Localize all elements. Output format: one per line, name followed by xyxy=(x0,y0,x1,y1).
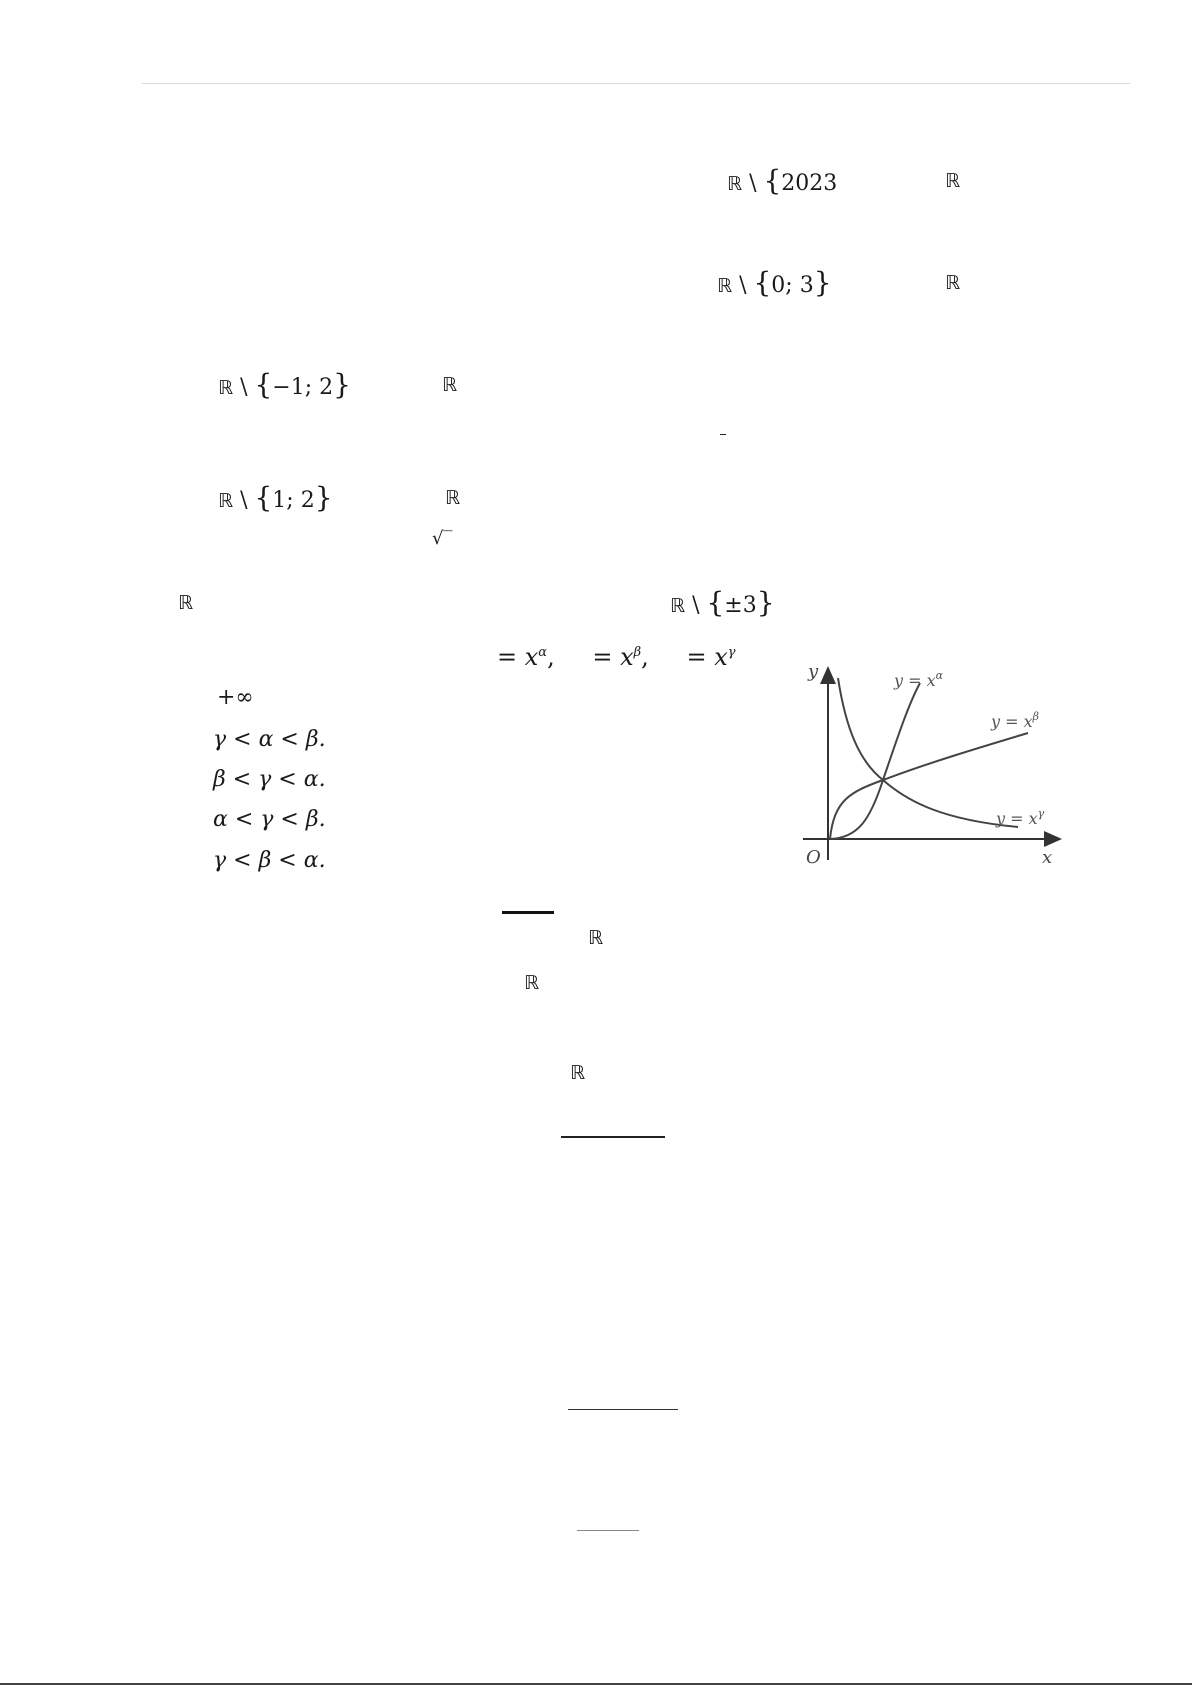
answer-blank-3 xyxy=(568,1409,678,1410)
open-brace: { xyxy=(753,266,772,299)
set-minus: \ xyxy=(739,273,754,298)
x-axis-label: x xyxy=(1042,847,1053,868)
real-set-5: ℝ xyxy=(178,592,194,614)
close-brace: } xyxy=(314,481,333,514)
close-brace: } xyxy=(756,586,775,619)
real-set-1b: ℝ xyxy=(945,170,961,192)
eq-beta: = $x^\beta$, xyxy=(592,643,649,671)
eq-gamma: = $x^\gamma$ xyxy=(686,643,736,671)
domain-set-pm3 xyxy=(670,586,775,619)
curve-gamma xyxy=(838,678,1018,827)
answer-blank-2 xyxy=(561,1136,665,1138)
real-set-r2: ℝ xyxy=(524,972,540,994)
number-2023: 2023 xyxy=(781,171,838,196)
origin-label: O xyxy=(806,847,821,868)
curve-beta-label: $y = x^\beta$ xyxy=(991,710,1039,731)
close-brace: } xyxy=(813,266,832,299)
option-b[interactable]: β < γ < α. xyxy=(213,767,326,792)
set-elements: ±3 xyxy=(724,593,757,618)
plus-infinity: +∞ xyxy=(217,685,254,710)
sqrt-symbol: √‾ xyxy=(432,528,453,549)
open-brace: { xyxy=(254,481,273,514)
real-set-3b: ℝ xyxy=(442,374,458,396)
y-axis-label: y xyxy=(808,661,819,682)
open-brace: { xyxy=(254,368,273,401)
curve-alpha-label: $y = x^\alpha$ xyxy=(894,669,944,690)
domain-set-0-3 xyxy=(717,266,832,299)
open-brace: { xyxy=(706,586,725,619)
real-set-symbol: ℝ xyxy=(670,595,686,617)
answer-blank-1 xyxy=(502,911,554,914)
power-functions xyxy=(497,640,736,670)
header-rule xyxy=(142,83,1130,84)
real-set-r1: ℝ xyxy=(588,927,604,949)
answer-blank-4 xyxy=(577,1530,639,1531)
domain-set-2023 xyxy=(727,164,838,197)
real-set-r3: ℝ xyxy=(570,1062,586,1084)
close-brace: } xyxy=(333,368,351,401)
set-minus: \ xyxy=(240,488,255,513)
small-dash xyxy=(720,434,726,435)
real-set-symbol: ℝ xyxy=(218,490,234,512)
domain-set-1-2 xyxy=(218,481,333,514)
option-c[interactable]: α < γ < β. xyxy=(213,807,326,832)
eq-alpha: = $x^\alpha$, xyxy=(497,643,555,671)
set-minus: \ xyxy=(749,171,764,196)
open-brace: { xyxy=(763,164,782,197)
domain-set-minus1-2 xyxy=(218,368,351,401)
real-set-symbol: ℝ xyxy=(727,173,743,195)
real-set-symbol: ℝ xyxy=(717,275,733,297)
set-minus: \ xyxy=(240,375,255,400)
real-set-2b: ℝ xyxy=(945,272,961,294)
set-elements: 0; 3 xyxy=(771,273,814,298)
real-set-4b: ℝ xyxy=(445,487,461,509)
option-d[interactable]: γ < β < α. xyxy=(213,848,326,873)
set-elements: 1; 2 xyxy=(272,488,315,513)
curve-gamma-label: $y = x^\gamma$ xyxy=(996,807,1045,828)
option-a[interactable]: γ < α < β. xyxy=(213,727,326,752)
real-set-symbol: ℝ xyxy=(218,377,234,399)
power-function-graph xyxy=(798,660,1088,875)
set-minus: \ xyxy=(692,593,707,618)
set-elements: −1; 2 xyxy=(272,375,334,400)
